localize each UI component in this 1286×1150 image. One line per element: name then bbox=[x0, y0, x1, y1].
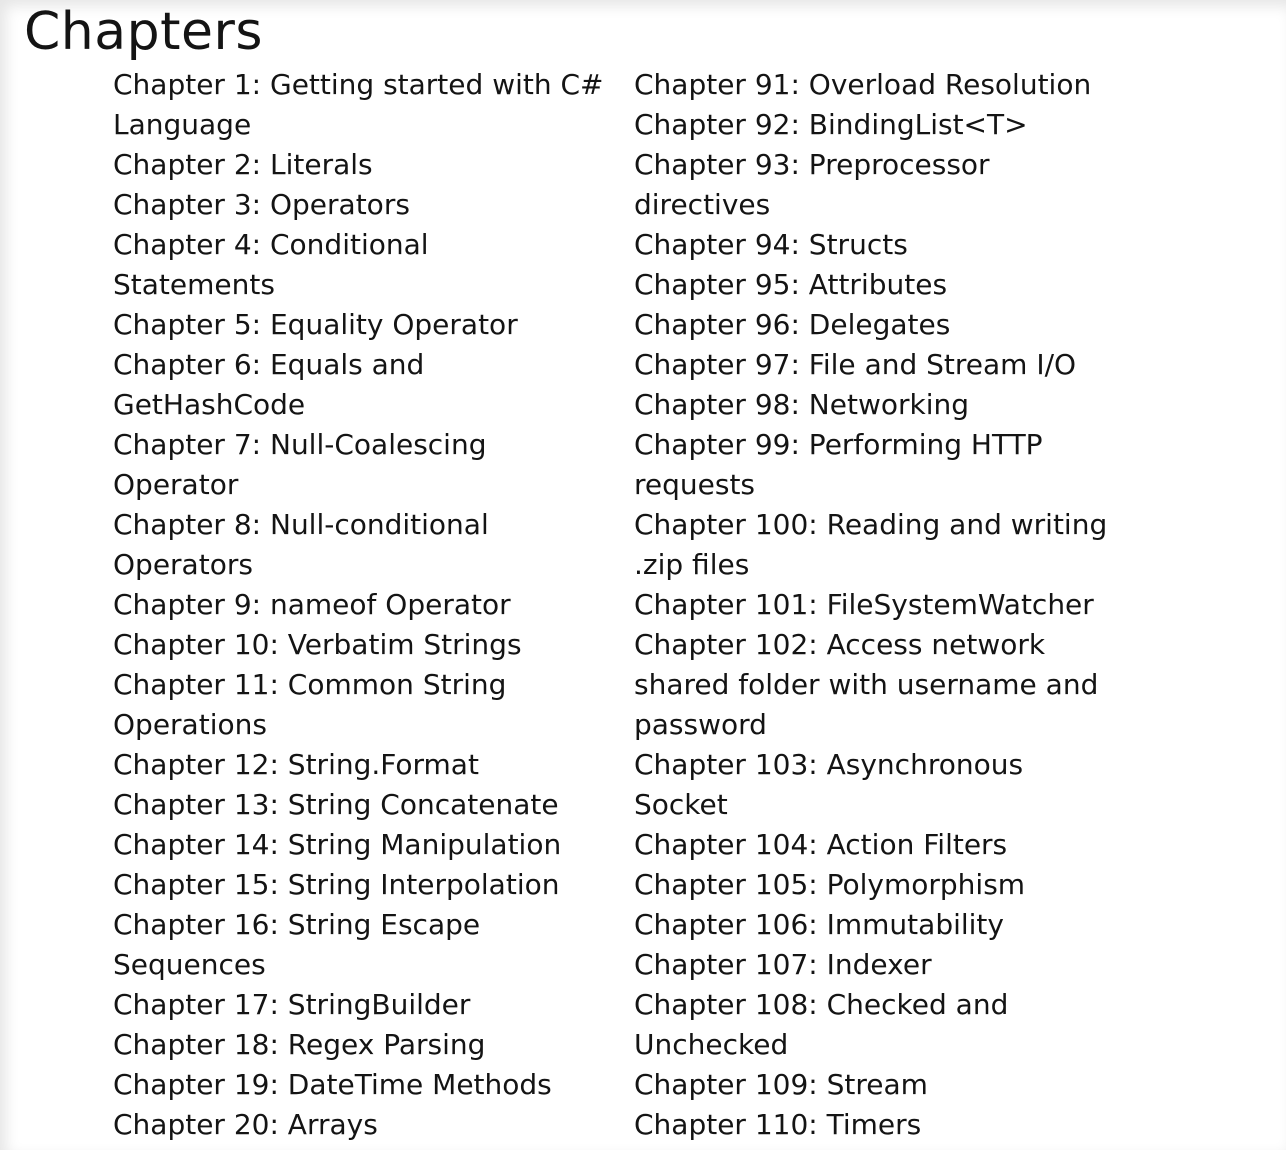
toc-entry-line[interactable]: Chapter 104: Action Filters bbox=[634, 828, 1008, 861]
toc-entry-line[interactable]: Chapter 91: Overload Resolution bbox=[634, 68, 1092, 101]
toc-entry-line[interactable]: Chapter 2: Literals bbox=[113, 148, 373, 181]
toc-entry-line[interactable]: Chapter 95: Attributes bbox=[634, 268, 948, 301]
toc-entry-line[interactable]: directives bbox=[634, 188, 771, 221]
toc-entry-line[interactable]: Chapter 11: Common String bbox=[113, 668, 507, 701]
toc-entry-line[interactable]: Chapter 6: Equals and bbox=[113, 348, 425, 381]
toc-column-right bbox=[634, 65, 1194, 1145]
toc-entry-line[interactable]: Language bbox=[113, 108, 252, 141]
toc-entry-line[interactable]: Chapter 13: String Concatenate bbox=[113, 788, 559, 821]
toc-entry-line[interactable]: Chapter 92: BindingList<T> bbox=[634, 108, 1028, 141]
toc-entry-line[interactable]: Chapter 5: Equality Operator bbox=[113, 308, 518, 341]
toc-entry-line[interactable]: Operators bbox=[113, 548, 253, 581]
toc-entry-line[interactable]: Chapter 108: Checked and bbox=[634, 988, 1009, 1021]
toc-entry-line[interactable]: Chapter 98: Networking bbox=[634, 388, 970, 421]
toc-entry-line[interactable]: Statements bbox=[113, 268, 275, 301]
toc-entry-line[interactable]: Chapter 19: DateTime Methods bbox=[113, 1068, 552, 1101]
toc-entry-line[interactable]: Chapter 103: Asynchronous bbox=[634, 748, 1024, 781]
toc-entry-line[interactable]: Chapter 18: Regex Parsing bbox=[113, 1028, 486, 1061]
toc-entry-line[interactable]: Chapter 94: Structs bbox=[634, 228, 908, 261]
toc-entry-line[interactable]: shared folder with username and bbox=[634, 668, 1099, 701]
toc-entry-line[interactable]: Chapter 15: String Interpolation bbox=[113, 868, 560, 901]
toc-entry-line[interactable]: requests bbox=[634, 468, 756, 501]
toc-entry-line[interactable]: Chapter 99: Performing HTTP bbox=[634, 428, 1043, 461]
toc-entry-line[interactable]: Operator bbox=[113, 468, 239, 501]
toc-entry-line[interactable]: Socket bbox=[634, 788, 728, 821]
toc-entry-line[interactable]: Chapter 97: File and Stream I/O bbox=[634, 348, 1077, 381]
toc-entry-line[interactable]: .zip files bbox=[634, 548, 750, 581]
toc-entry-line[interactable]: Chapter 9: nameof Operator bbox=[113, 588, 511, 621]
toc-entry-line[interactable]: Chapter 106: Immutability bbox=[634, 908, 1004, 941]
toc-entry-line[interactable]: Chapter 1: Getting started with C# bbox=[113, 68, 604, 101]
toc-entry-line[interactable]: password bbox=[634, 708, 767, 741]
toc-entry-line[interactable]: Chapter 7: Null-Coalescing bbox=[113, 428, 487, 461]
toc-entry-line[interactable]: Chapter 14: String Manipulation bbox=[113, 828, 562, 861]
toc-entry-line[interactable]: Chapter 105: Polymorphism bbox=[634, 868, 1026, 901]
toc-entry-line[interactable]: GetHashCode bbox=[113, 388, 306, 421]
toc-entry-line[interactable]: Chapter 17: StringBuilder bbox=[113, 988, 471, 1021]
toc-entry-line[interactable]: Chapter 10: Verbatim Strings bbox=[113, 628, 522, 661]
toc-entry-line[interactable]: Operations bbox=[113, 708, 267, 741]
toc-entry-line[interactable]: Chapter 101: FileSystemWatcher bbox=[634, 588, 1094, 621]
toc-entry-line[interactable]: Unchecked bbox=[634, 1028, 789, 1061]
toc-entry-line[interactable]: Chapter 8: Null-conditional bbox=[113, 508, 489, 541]
page-title: Chapters bbox=[24, 2, 263, 62]
toc-entry-line[interactable]: Chapter 20: Arrays bbox=[113, 1108, 378, 1141]
toc-entry-line[interactable]: Chapter 93: Preprocessor bbox=[634, 148, 990, 181]
toc-entry-line[interactable]: Chapter 102: Access network bbox=[634, 628, 1046, 661]
toc-column-left bbox=[113, 65, 623, 1145]
toc-entry-line[interactable]: Chapter 4: Conditional bbox=[113, 228, 429, 261]
toc-entry-line[interactable]: Chapter 110: Timers bbox=[634, 1108, 922, 1141]
toc-entry-line[interactable]: Chapter 100: Reading and writing bbox=[634, 508, 1108, 541]
toc-entry-line[interactable]: Chapter 96: Delegates bbox=[634, 308, 951, 341]
toc-entry-line[interactable]: Chapter 3: Operators bbox=[113, 188, 410, 221]
toc-entry-line[interactable]: Chapter 16: String Escape bbox=[113, 908, 481, 941]
toc-entry-line[interactable]: Chapter 109: Stream bbox=[634, 1068, 928, 1101]
toc-entry-line[interactable]: Chapter 12: String.Format bbox=[113, 748, 479, 781]
toc-entry-line[interactable]: Sequences bbox=[113, 948, 266, 981]
toc-entry-line[interactable]: Chapter 107: Indexer bbox=[634, 948, 932, 981]
